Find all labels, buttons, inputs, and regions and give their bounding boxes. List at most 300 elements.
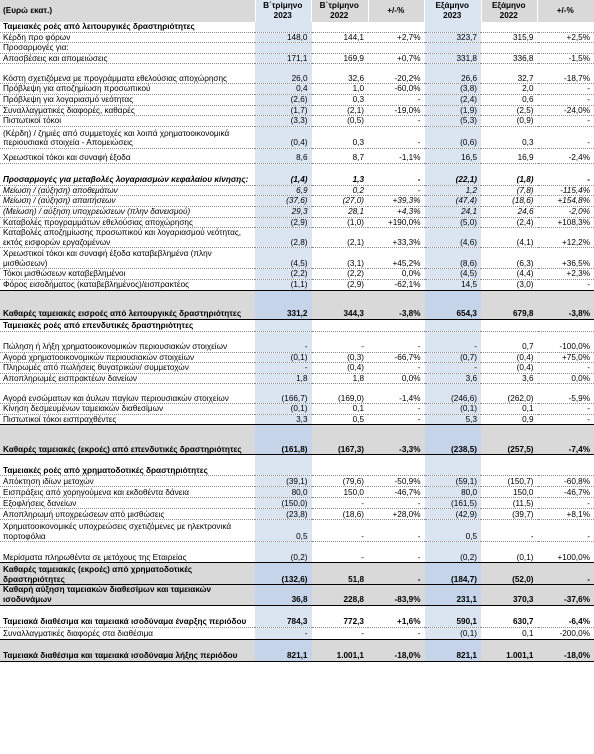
row-value: 0,1 [481,404,538,415]
row-value: - [538,520,594,542]
row-value [368,22,425,32]
section-header-row [0,319,594,331]
row-value: 228,8 [312,585,369,605]
row-value: 3,6 [425,373,482,384]
row-value: 0,2 [312,185,369,196]
row-label: Εισπράξεις από χορηγούμενα και εκδοθέντα δάνεια [0,487,255,498]
row-label: Μείωση / (αύξηση) απαιτήσεων [0,196,255,207]
row-value: 5,3 [425,414,482,425]
row-value [425,319,482,331]
row-value [538,22,594,32]
row-value [425,22,482,32]
row-value: (42,9) [425,509,482,520]
row-value: - [368,126,425,148]
total-row [0,290,594,319]
row-value: 0,0% [368,373,425,384]
row-value: - [368,498,425,509]
row-value: (4,1) [481,228,538,248]
row-value [312,22,369,32]
row-value: - [312,520,369,542]
row-value: (0,1) [255,352,312,363]
row-value: (39,1) [255,476,312,487]
row-value: (6,3) [481,248,538,269]
row-value: - [425,331,482,352]
row-value: (0,3) [312,352,369,363]
row-value: 0,1 [481,627,538,639]
row-value: +0,7% [368,53,425,64]
row-value [481,22,538,32]
table-row [0,373,594,384]
row-label: Απόκτηση ιδίων μετοχών [0,476,255,487]
row-label: Προσαρμογές για μεταβολές λογαριασμών κεφαλαίου κίνησης: [0,163,255,185]
row-value [425,43,482,54]
row-value: (3,8) [425,84,482,95]
row-value: 171,1 [255,53,312,64]
row-label: Καθαρές ταμειακές (εκροές) από επενδυτικές δραστηριότητες [0,425,255,455]
row-value: (246,6) [425,384,482,404]
row-label: Κόστη σχετιζόμενα με προγράμματα εθελούσιας αποχώρησης [0,64,255,84]
row-label: Ταμειακές ροές από χρηματοδοτικές δραστηριότητες [0,455,255,476]
row-label: Συναλλαγματικές διαφορές στα διαθέσιμα [0,627,255,639]
table-row [0,217,594,228]
row-value: 654,3 [425,290,482,319]
row-value: 3,3 [255,414,312,425]
row-value: +1,6% [368,605,425,627]
col-header-q2-change: +/-% [368,0,425,22]
row-value: -50,9% [368,476,425,487]
row-value: +33,3% [368,228,425,248]
row-value: (0,2) [255,542,312,563]
row-value: 0,9 [481,414,538,425]
row-value [255,22,312,32]
row-value: - [255,331,312,352]
col-header-h1-change: +/-% [538,0,594,22]
table-row [0,404,594,415]
row-value: 14,5 [425,279,482,290]
row-value: 36,8 [255,585,312,605]
row-label: Μείωση / (αύξηση) αποθεμάτων [0,185,255,196]
row-label: (Μείωση) / αύξηση υποχρεώσεων (πλην δανεισμού) [0,206,255,217]
unit-header: (Ευρώ εκατ.) [0,0,255,22]
table-row [0,228,594,248]
row-value: (5,3) [425,116,482,127]
row-value: - [368,163,425,185]
row-value: (0,4) [312,363,369,374]
row-value: 0,7 [481,331,538,352]
row-value: 28,1 [312,206,369,217]
table-row [0,32,594,43]
row-value: +2,3% [538,269,594,280]
row-label: Καταβολές αποζημίωσης προσωπικού και λογαριασμού νεότητας, εκτός εισφορών εργαζομένων [0,228,255,248]
row-value: -19,0% [368,105,425,116]
col-header-q2-2023: Β΄τρίμηνο 2023 [255,0,312,22]
row-value: 80,0 [425,487,482,498]
row-value: 0,1 [312,404,369,415]
row-value: -1,5% [538,53,594,64]
row-label: Αποπληρωμές εισπρακτέων δανείων [0,373,255,384]
row-value: (2,9) [312,279,369,290]
row-value: +2,7% [368,32,425,43]
row-value: -24,0% [538,105,594,116]
row-value: (150,0) [255,498,312,509]
table-row [0,363,594,374]
row-label: Πρόβλεψη για αποζημίωση προσωπικού [0,84,255,95]
row-label: Πιστωτικοί τόκοι εισπραχθέντες [0,414,255,425]
row-value: 344,3 [312,290,369,319]
row-value: (0,9) [481,116,538,127]
table-row [0,269,594,280]
row-value: (1,9) [425,105,482,116]
row-value: (18,6) [312,509,369,520]
table-row [0,498,594,509]
table-row [0,105,594,116]
row-value: +100,0% [538,542,594,563]
row-value: (0,4) [481,363,538,374]
row-value: - [368,414,425,425]
table-row [0,384,594,404]
row-value: -66,7% [368,352,425,363]
row-value: 6,9 [255,185,312,196]
row-value: +75,0% [538,352,594,363]
row-value: 150,0 [312,487,369,498]
row-value: (3,0) [481,279,538,290]
row-value: - [312,542,369,563]
table-row [0,148,594,163]
table-row [0,116,594,127]
row-value: (18,6) [481,196,538,207]
row-value: - [538,363,594,374]
row-value: (4,5) [425,269,482,280]
row-value: - [368,331,425,352]
row-value: 336,8 [481,53,538,64]
row-value: 26,0 [255,64,312,84]
row-value: 0,3 [312,126,369,148]
row-value: 8,6 [255,148,312,163]
row-value: (169,0) [312,384,369,404]
row-value: (79,6) [312,476,369,487]
row-value: (0,7) [425,352,482,363]
row-value: - [368,185,425,196]
row-value: -100,0% [538,331,594,352]
row-value: 1,0 [312,84,369,95]
row-value: 1.001,1 [481,639,538,661]
row-value: (4,5) [255,248,312,269]
row-value: 1.001,1 [312,639,369,661]
table-row [0,248,594,269]
row-value: 0,3 [312,94,369,105]
row-value: 231,1 [425,585,482,605]
row-value: (161,8) [255,425,312,455]
total-row [0,563,594,585]
row-value: +45,2% [368,248,425,269]
row-value: 772,3 [312,605,369,627]
row-value: 1,8 [312,373,369,384]
row-value: 32,6 [312,64,369,84]
row-value: 315,9 [481,32,538,43]
row-value: (2,4) [481,217,538,228]
row-label: Χρηματοοικονομικές υποχρεώσεις σχετιζόμενες με ηλεκτρονικά πορτοφόλια [0,520,255,542]
row-value: - [538,126,594,148]
row-value: 821,1 [425,639,482,661]
row-value: +4,3% [368,206,425,217]
row-value: (2,8) [255,228,312,248]
row-value: 1,2 [425,185,482,196]
row-value: +12,2% [538,228,594,248]
row-label: Αποπληρωμή υποχρεώσεων από μισθώσεις [0,509,255,520]
row-label: Ταμειακά διαθέσιμα και ταμειακά ισοδύναμα λήξης περιόδου [0,639,255,661]
row-value: 80,0 [255,487,312,498]
row-value: 590,1 [425,605,482,627]
row-label: Εξοφλήσεις δανείων [0,498,255,509]
row-value: (0,1) [481,542,538,563]
row-value: (8,6) [425,248,482,269]
total-row [0,425,594,455]
row-value [312,43,369,54]
row-value: 0,0% [368,269,425,280]
row-label: Πληρωμές από πωλήσεις θυγατρικών/ συμμετοχών [0,363,255,374]
row-value: (0,2) [425,542,482,563]
row-value: 51,8 [312,563,369,585]
row-label: Ταμειακά διαθέσιμα και ταμειακά ισοδύναμα έναρξης περιόδου [0,605,255,627]
row-label: Φόρος εισοδήματος (καταβεβλημένος)/εισπρακτέος [0,279,255,290]
row-value: (2,2) [255,269,312,280]
table-row [0,414,594,425]
row-value: -3,3% [368,425,425,455]
row-value: +36,5% [538,248,594,269]
row-value: (39,7) [481,509,538,520]
row-value: 0,5 [425,520,482,542]
row-value: - [538,116,594,127]
row-value: -46,7% [368,487,425,498]
row-value: -3,8% [538,290,594,319]
row-value: - [368,363,425,374]
row-value: (0,1) [255,404,312,415]
row-value [312,319,369,331]
row-value: -37,6% [538,585,594,605]
table-row [0,94,594,105]
row-value: -18,0% [368,639,425,661]
row-value: (4,6) [425,228,482,248]
row-value [538,43,594,54]
row-value [538,319,594,331]
row-value: (23,8) [255,509,312,520]
row-value: (5,0) [425,217,482,228]
row-value: - [538,84,594,95]
row-value: (2,1) [312,105,369,116]
row-value: - [538,563,594,585]
row-value: (150,7) [481,476,538,487]
row-value: (132,6) [255,563,312,585]
table-row [0,126,594,148]
row-value: (262,0) [481,384,538,404]
row-value: 679,8 [481,290,538,319]
row-value [481,43,538,54]
row-value: - [425,363,482,374]
row-label: Χρεωστικοί τόκοι και συναφή έξοδα καταβεβλημένα (πλην μισθώσεων) [0,248,255,269]
row-value: (2,2) [312,269,369,280]
table-row [0,206,594,217]
table-row [0,84,594,95]
row-value: -200,0% [538,627,594,639]
table-body [0,22,594,661]
row-value: - [538,279,594,290]
row-value: 331,8 [425,53,482,64]
row-value: (167,3) [312,425,369,455]
row-value: - [255,627,312,639]
table-row [0,542,594,563]
row-value: 32,7 [481,64,538,84]
row-value: 331,2 [255,290,312,319]
row-value: 148,0 [255,32,312,43]
row-value: (0,1) [425,627,482,639]
row-value: -18,7% [538,64,594,84]
row-value: 0,0% [538,373,594,384]
table-row [0,53,594,64]
row-value: (1,4) [255,163,312,185]
row-label: Συναλλαγματικές διαφορές, καθαρές [0,105,255,116]
row-value: -46,7% [538,487,594,498]
row-value: +2,5% [538,32,594,43]
row-value: -83,9% [368,585,425,605]
row-value: - [368,520,425,542]
row-label: Αγορά χρηματοοικονομικών περιουσιακών στοιχείων [0,352,255,363]
table-row [0,279,594,290]
row-value [368,319,425,331]
row-value [368,455,425,476]
table-row [0,64,594,84]
row-label: Κίνηση δεσμευμένων ταμειακών διαθεσίμων [0,404,255,415]
table-row [0,476,594,487]
row-value: (7,8) [481,185,538,196]
row-value: (37,6) [255,196,312,207]
row-value: - [255,363,312,374]
row-value: - [312,627,369,639]
row-value: 144,1 [312,32,369,43]
row-value: (0,5) [312,116,369,127]
row-value: -3,8% [368,290,425,319]
row-value: 29,3 [255,206,312,217]
col-header-q2-2022: Β΄τρίμηνο 2022 [312,0,369,22]
table-row [0,520,594,542]
table-row [0,196,594,207]
row-value: 24,1 [425,206,482,217]
total-row [0,639,594,661]
row-value: 0,5 [255,520,312,542]
row-value: +28,0% [368,509,425,520]
row-value: (59,1) [425,476,482,487]
row-label: Προσαρμογές για: [0,43,255,54]
row-value: +190,0% [368,217,425,228]
table-row [0,487,594,498]
row-value: 169,9 [312,53,369,64]
row-value: (1,7) [255,105,312,116]
row-value: 24,6 [481,206,538,217]
row-label: Πιστωτικοί τόκοι [0,116,255,127]
row-value: -115,4% [538,185,594,196]
table-row [0,352,594,363]
row-value [255,319,312,331]
row-value: - [481,520,538,542]
row-value [368,43,425,54]
row-label: Πώληση ή λήξη χρηματοοικονομικών περιουσιακών στοιχείων [0,331,255,352]
table-row [0,43,594,54]
row-value: -60,8% [538,476,594,487]
row-value: (2,6) [255,94,312,105]
row-value: (184,7) [425,563,482,585]
row-value: (27,0) [312,196,369,207]
row-value: 0,4 [255,84,312,95]
row-value: - [368,563,425,585]
row-value: (3,1) [312,248,369,269]
col-header-h1-2023: Εξάμηνο 2023 [425,0,482,22]
row-value: 630,7 [481,605,538,627]
row-value: +39,3% [368,196,425,207]
row-value: - [538,498,594,509]
row-value: 0,3 [481,126,538,148]
col-header-h1-2022: Εξάμηνο 2022 [481,0,538,22]
table-row [0,605,594,627]
row-value [481,319,538,331]
row-value: 1,8 [255,373,312,384]
row-value: (0,4) [481,352,538,363]
row-value: (4,4) [481,269,538,280]
section-header-row [0,22,594,32]
row-value [538,455,594,476]
row-value: -7,4% [538,425,594,455]
row-label: Ταμειακές ροές από λειτουργικές δραστηριότητες [0,22,255,32]
row-value: -6,4% [538,605,594,627]
table-row [0,509,594,520]
row-value: - [538,414,594,425]
row-label: Αποσβέσεις και απομειώσεις [0,53,255,64]
row-value: (166,7) [255,384,312,404]
row-value: (0,6) [425,126,482,148]
row-value: - [538,94,594,105]
row-value: -60,0% [368,84,425,95]
row-label: Κέρδη προ φόρων [0,32,255,43]
row-value: (1,8) [481,163,538,185]
row-value: 2,0 [481,84,538,95]
row-value: - [538,404,594,415]
row-value: (22,1) [425,163,482,185]
table-row [0,331,594,352]
row-value: - [368,94,425,105]
row-value: -2,4% [538,148,594,163]
row-value: +8,1% [538,509,594,520]
total-row [0,585,594,605]
row-value: -1,4% [368,384,425,404]
row-value: 0,6 [481,94,538,105]
table-row [0,163,594,185]
table-header-row [0,0,594,22]
row-value: 1,3 [312,163,369,185]
row-value: -2,0% [538,206,594,217]
row-label: Τόκοι μισθώσεων καταβεβλημένοι [0,269,255,280]
row-label: Καθαρή αύξηση ταμειακών διαθεσίμων και ταμειακών ισοδυνάμων [0,585,255,605]
row-value [255,455,312,476]
row-value: - [368,627,425,639]
row-value: (11,5) [481,498,538,509]
row-value: 26,6 [425,64,482,84]
row-label: Καταβολές προγραμμάτων εθελούσιας αποχώρησης [0,217,255,228]
row-label: Χρεωστικοί τόκοι και συναφή έξοδα [0,148,255,163]
row-value: -5,9% [538,384,594,404]
row-value: (2,9) [255,217,312,228]
row-value: (2,4) [425,94,482,105]
row-value: - [368,542,425,563]
row-label: Καθαρές ταμειακές εισροές από λειτουργικές δραστηριότητες [0,290,255,319]
row-value: (52,0) [481,563,538,585]
